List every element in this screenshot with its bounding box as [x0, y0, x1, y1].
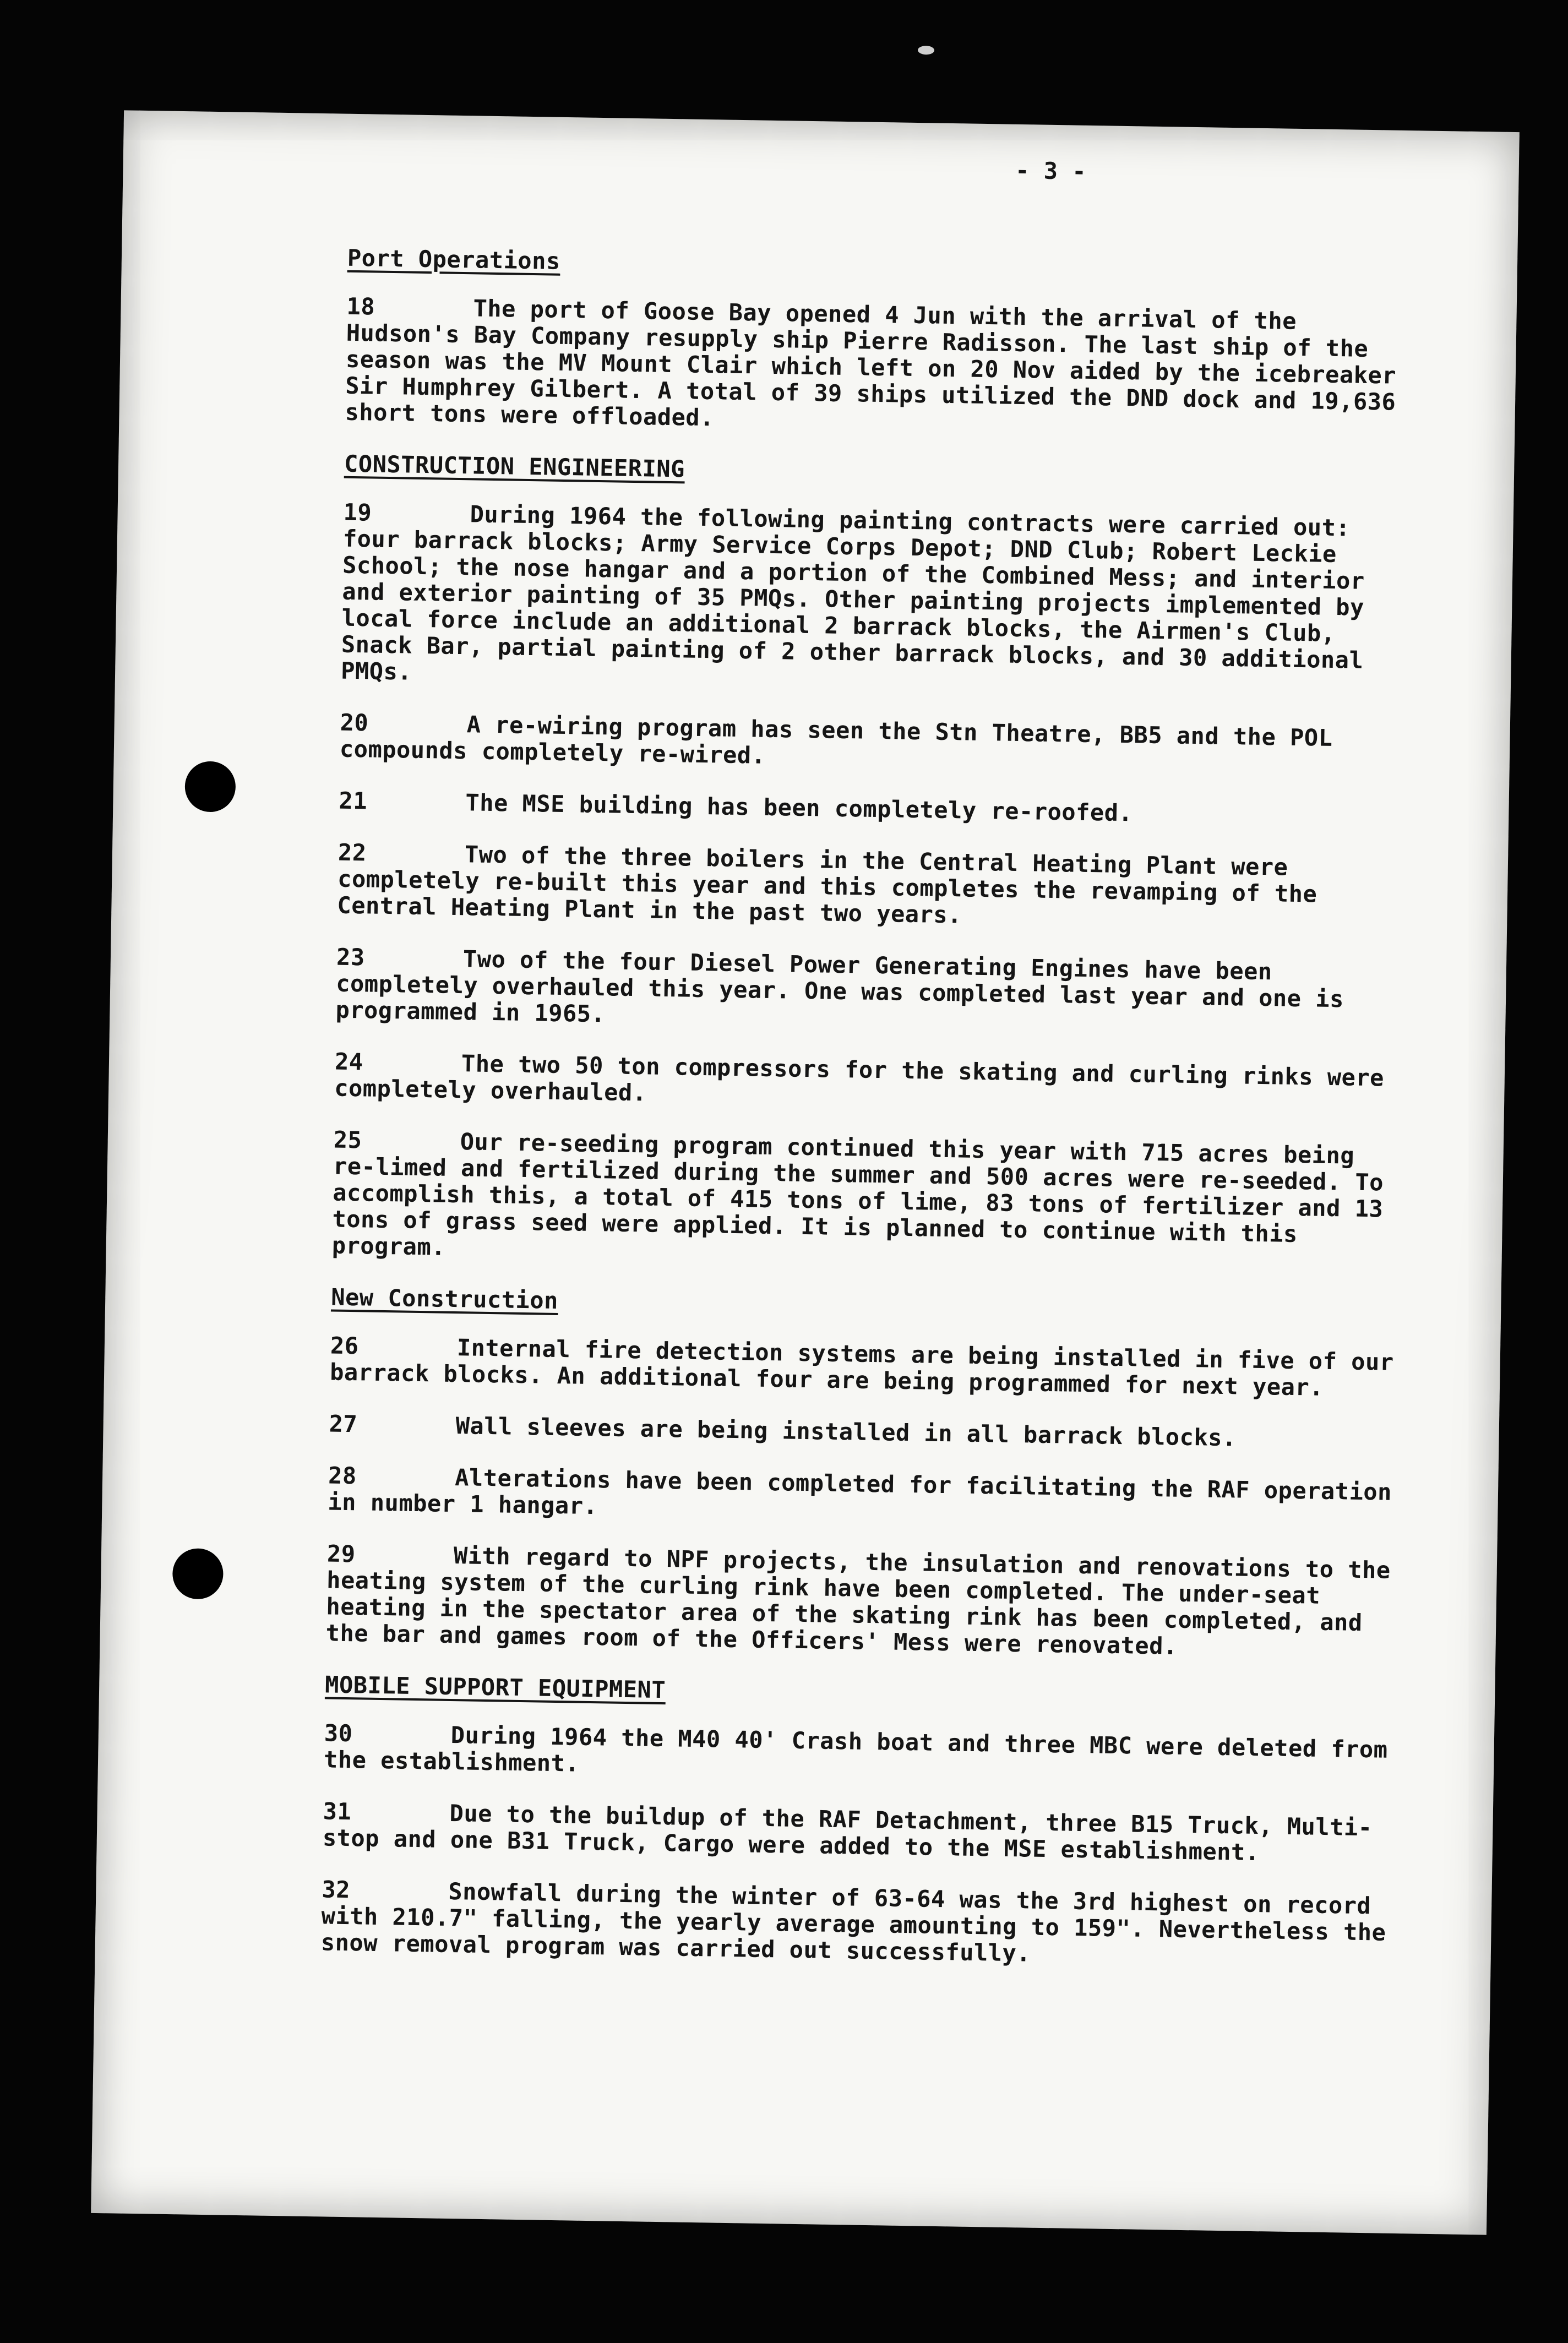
- paragraph-number: 22: [337, 838, 367, 867]
- paragraph-number: 24: [334, 1048, 364, 1076]
- paragraph: [321, 1876, 1396, 1973]
- paragraph-number: 32: [322, 1876, 351, 1904]
- section-construction-engineering: [331, 451, 1418, 1276]
- paragraph: [340, 710, 1414, 780]
- paragraph-text: Two of the four Diesel Power Generating Engines have been completely overhauled this year. One was completed last year and one is programmed in 1965.: [335, 945, 1344, 1028]
- page-number: - 3 -: [1015, 156, 1087, 185]
- page-text: [320, 147, 1423, 1998]
- paragraph: [329, 1410, 1403, 1454]
- section-mobile-support-equipment: [321, 1671, 1399, 1973]
- paragraph: [328, 1462, 1402, 1532]
- paragraph: [324, 1720, 1398, 1790]
- punch-hole-top: [184, 761, 236, 812]
- punch-hole-bottom: [172, 1548, 224, 1599]
- paragraph-number: 26: [330, 1332, 359, 1360]
- paragraph-number: 19: [343, 498, 372, 526]
- paragraph-text: Alterations have been completed for facilitating the RAF operation in number 1 hangar.: [328, 1464, 1392, 1520]
- paragraph: [341, 499, 1417, 701]
- paragraph: [330, 1332, 1404, 1402]
- paragraph-number: 18: [346, 292, 375, 320]
- paragraph-text: Our re-seeding program continued this year with 715 acres being re-limed and fertilized during the summer and 500 acres were re-seeded. To accomplish this, a total of 415 tons of lime, 83 tons of fertilizer and 13 tons of grass seed were applied. It is planned to continue with this program.: [331, 1128, 1384, 1261]
- paragraph-number: 27: [329, 1410, 358, 1438]
- paragraph: [339, 788, 1413, 831]
- paragraph: [345, 293, 1420, 443]
- section-heading: MOBILE SUPPORT EQUIPMENT: [324, 1671, 666, 1704]
- dust-speck: [918, 46, 934, 55]
- paragraph: [325, 1540, 1401, 1663]
- paragraph-text: Wall sleeves are being installed in all barrack blocks.: [455, 1412, 1237, 1452]
- document-page: [91, 110, 1520, 2235]
- paragraph: [334, 1049, 1408, 1119]
- paragraph-number: 31: [323, 1797, 352, 1826]
- paragraph-number: 29: [326, 1540, 356, 1568]
- section-heading: CONSTRUCTION ENGINEERING: [344, 450, 685, 483]
- paragraph-number: 30: [324, 1719, 353, 1747]
- paragraph-text: With regard to NPF projects, the insulation and renovations to the heating system of the curling rink have been completed. The under-seat heating in the spectator area of the skating rink has been completed, and the bar and games room of the Officers' Mess were renovated.: [325, 1542, 1391, 1660]
- paragraph-text: Internal fire detection systems are being installed in five of our barrack blocks. An additional four are being programmed for next year.: [329, 1334, 1394, 1401]
- paragraph: [337, 840, 1412, 936]
- paragraph-number: 25: [333, 1126, 362, 1154]
- paragraph-text: A re-wiring program has seen the Stn Theatre, BB5 and the POL compounds completely re-wired.: [339, 711, 1333, 769]
- paragraph-text: During 1964 the following painting contracts were carried out: four barrack blocks; Army Service Corps Depot; DND Club; Robert Leckie School; the nose hangar and a portion of the Combined Mess; and interior and exterior painting of 35 PMQs. Other painting projects implemented by local force include an additional 2 barrack blocks, the Airmen's Club, Snack Bar, partial painting of 2 other barrack blocks, and 30 additional PMQs.: [340, 500, 1365, 685]
- paragraph-text: During 1964 the M40 40' Crash boat and three MBC were deleted from the establishment.: [323, 1721, 1388, 1777]
- paragraph-number: 23: [336, 943, 366, 971]
- paragraph-number: 28: [328, 1462, 357, 1490]
- paragraph-number: 20: [340, 709, 369, 737]
- paragraph: [323, 1798, 1397, 1868]
- section-new-construction: [325, 1284, 1404, 1664]
- paragraph-text: The MSE building has been completely re-roofed.: [465, 789, 1133, 827]
- paragraph: [331, 1127, 1407, 1276]
- paragraph-text: The port of Goose Bay opened 4 Jun with the arrival of the Hudson's Bay Company resupply ship Pierre Radisson. The last ship of the season was the MV Mount Clair which left on 20 Nov aided by the icebreaker Sir Humphrey Gilbert. A total of 39 ships utilized the DND dock and 19,636 short tons were offloaded.: [345, 295, 1397, 432]
- paragraph-text: The two 50 ton compressors for the skating and curling rinks were completely overhauled.: [334, 1050, 1385, 1107]
- paragraph-text: Due to the buildup of the RAF Detachment, three B15 Truck, Multi-stop and one B31 Truck, Cargo were added to the MSE establishment.: [322, 1800, 1373, 1866]
- section-port-operations: [345, 245, 1421, 443]
- paragraph-text: Two of the three boilers in the Central Heating Plant were completely re-built this year and this completes the revamping of the Central Heating Plant in the past two years.: [337, 841, 1317, 929]
- section-heading: New Construction: [330, 1283, 559, 1314]
- paragraph: [335, 944, 1410, 1040]
- section-heading: Port Operations: [347, 244, 561, 275]
- paragraph-number: 21: [339, 787, 368, 815]
- paragraph-text: Snowfall during the winter of 63-64 was the 3rd highest on record with 210.7" falling, the yearly average amounting to 159". Nevertheless the snow removal program was carried out successfully.: [320, 1877, 1386, 1967]
